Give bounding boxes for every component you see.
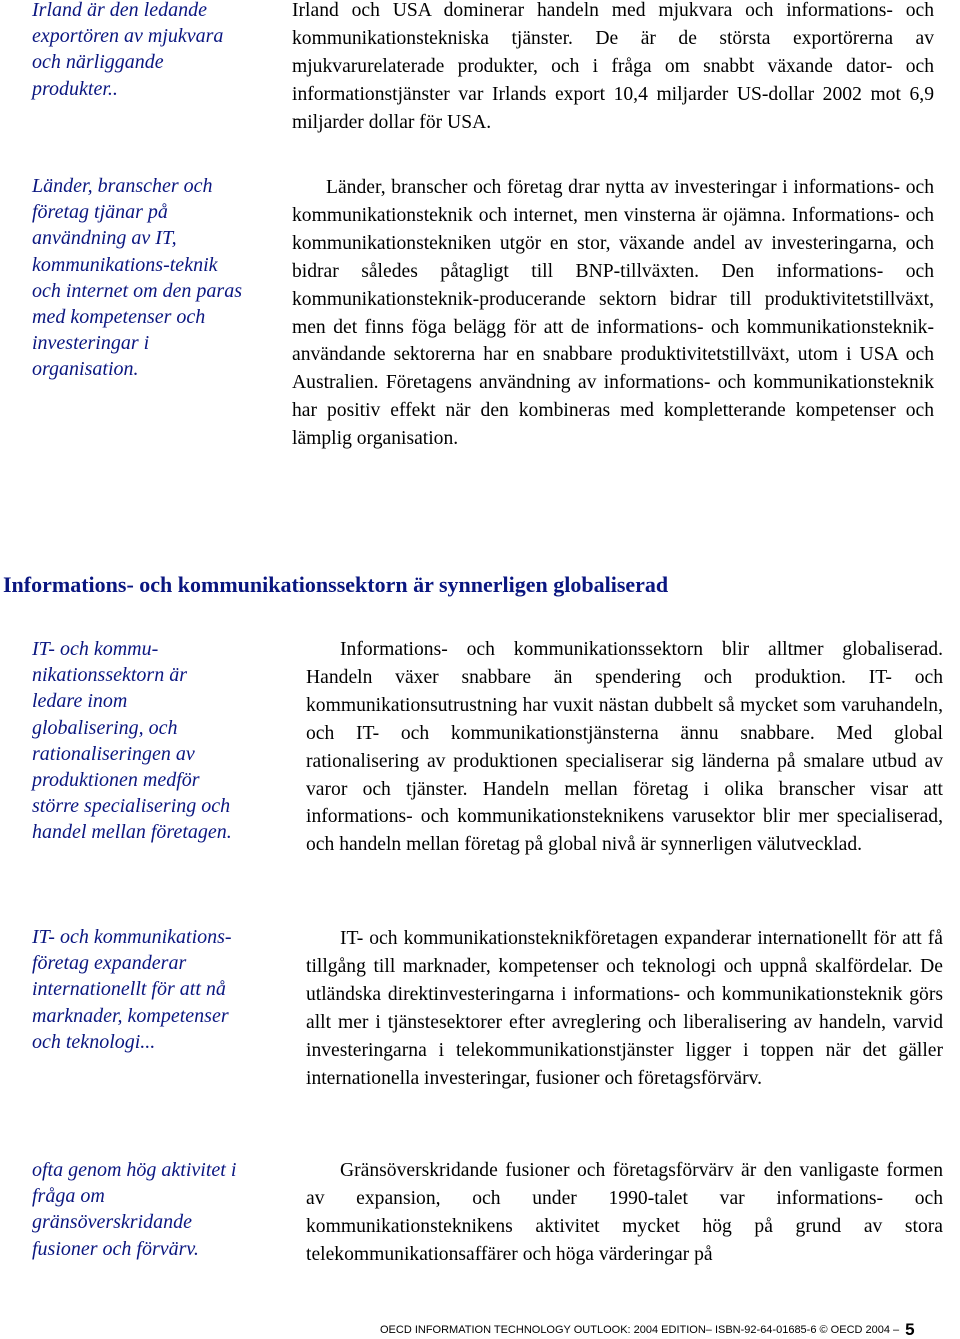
paragraph-ict-globalised-trade: Informations- och kommunikationssektorn blir alltmer globaliserad. Handeln växer snabbare än spendering och produktion. IT- och kommunikationsutrustning har vuxit nästan dubbelt så mycket som varuhandeln, och IT- och kommunikationstjänsterna ännu snabbare. Med global rationalisering av produktionen specialiserar sig länderna på smalare utbud av varor och tjänster. Handeln mellan företag i olika branscher visar att informations- och kommunikationsteknikens varusektor blir mer specialiserad, och handeln mellan företag på global nivå är synnerligen välutvecklad. [306,639,943,856]
paragraph-ireland-usa-trade: Irland och USA dominerar handeln med mjukvara och informations- och kommunikationstekniska tjänster. De är de största exportörerna av mjukvarurelaterade produkter, och i fråga om snabbt växande dator- och informationstjänster var Irlands export 10,4 miljarder US-dollar 2002 mot 6,9 miljarder dollar för USA. [292,0,934,133]
margin-note-ict-benefits: Länder, branscher och företag tjänar på användning av IT, kommunikations-teknik och internet om den paras med kompetenser och investeringar i organisation. [32,175,242,381]
section-heading: Informations- och kommunikationssektorn är synnerligen globaliserad [3,572,669,597]
page-number: 5 [905,1320,915,1339]
footer-text: OECD INFORMATION TECHNOLOGY OUTLOOK: 2004 EDITION– ISBN-92-64-01685-6 © OECD 2004 – [380,1324,900,1336]
margin-note-ict-globalisation: IT- och kommu-nikationssektorn är ledare inom globalisering, och rationaliseringen av produktionen medför större specialisering och handel mellan företagen. [32,638,232,844]
paragraph-cross-border-mergers: Gränsöverskridande fusioner och företagsförvärv är den vanligaste formen av expansion, och under 1990-talet var informations- och kommunikationsteknikens aktivitet mycket hög på grund av stora telekommunikationsaffärer och höga värderingar på [306,1160,943,1265]
paragraph-ict-international-expansion: IT- och kommunikationsteknikföretagen expanderar internationellt för att få tillgång till marknader, kompetenser och teknologi och uppnå skalfördelar. De utländska direktinvesteringarna i informations- och kommunikationsteknik görs allt mer i tjänstesektorer efter avreglering och liberalisering av handeln, varvid investeringarna i telekommunikationstjänster ligger i toppen när det gäller internationella investeringar, fusioner och företagsförvärv. [306,928,943,1089]
margin-note-ireland-export: Irland är den ledande exportören av mjukvara och närliggande produkter.. [32,0,224,100]
paragraph-ict-investment: Länder, branscher och företag drar nytta av investeringar i informations- och kommunikationsteknik och internet, men vinsterna är ojämna. Informations- och kommunikationstekniken utgör en stor, växande andel av investeringarna, och bidrar således påtagligt till BNP-tillväxten. Den informations- och kommunikationsteknik-producerande sektorn bidrar till produktivitetstillväxt, men det finns föga belägg för att de informations- och kommunikationsteknik-användande sektorerna har en snabbare produktivitetstillväxt, utom i USA och Australien. Företagens användning av informations- och kommunikationsteknik har positiv effekt när den kombineras med kompletterande kompetenser och lämplig organisation. [292,177,934,450]
margin-note-ict-expansion: IT- och kommunikations-företag expanderar internationellt för att nå marknader, kompetenser och teknologi... [32,926,232,1053]
page-footer [380,1322,950,1337]
margin-note-mergers: ofta genom hög aktivitet i fråga om gränsöverskridande fusioner och förvärv. [32,1159,237,1260]
